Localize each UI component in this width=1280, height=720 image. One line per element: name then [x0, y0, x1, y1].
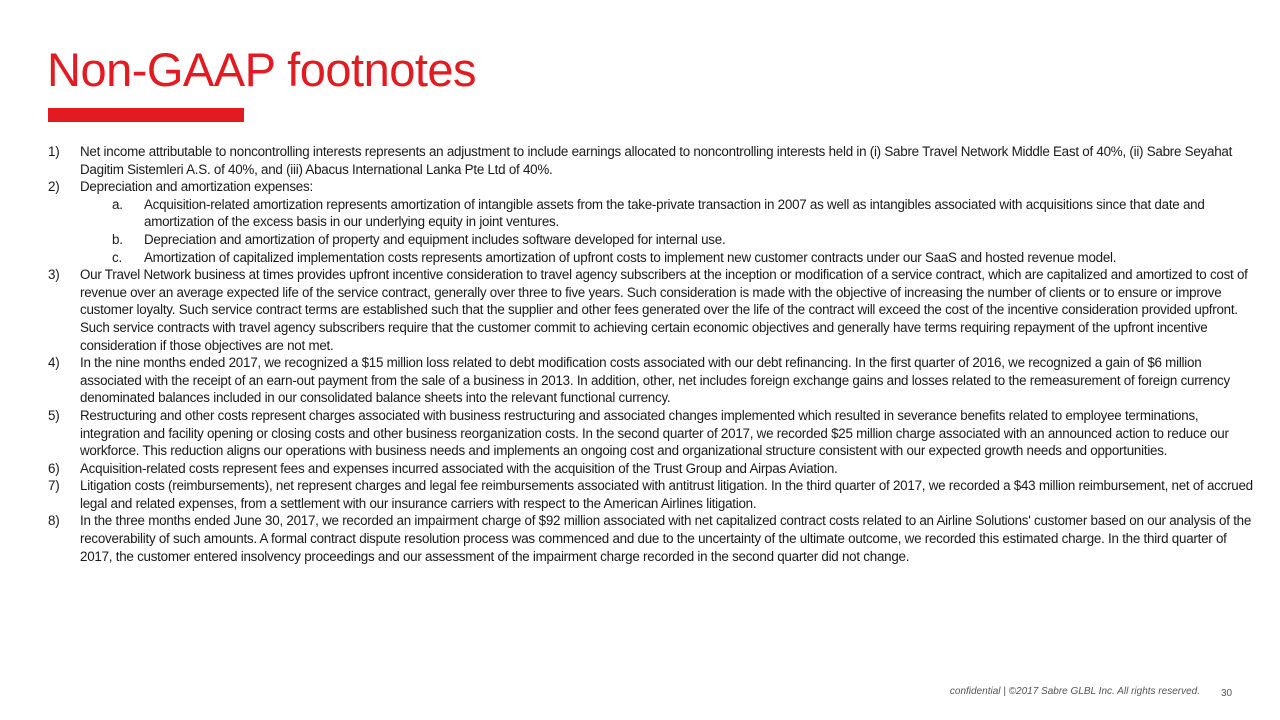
sub-footnote-text: Depreciation and amortization of property and equipment includes software developed for internal use.	[144, 231, 726, 247]
footnote-number: 3)	[48, 267, 60, 283]
footnote-number: 2)	[48, 179, 60, 195]
footnote-7	[48, 477, 1254, 512]
footnote-8	[48, 512, 1254, 565]
footnote-5	[48, 407, 1254, 460]
footnotes-list	[48, 143, 1254, 565]
footnote-2a	[48, 196, 1254, 231]
footnote-2b	[48, 231, 1254, 249]
footnote-number: 8)	[48, 513, 60, 529]
footnote-2	[48, 178, 1254, 196]
footnote-text: Depreciation and amortization expenses:	[80, 179, 313, 195]
footnote-text: Our Travel Network business at times provides upfront incentive consideration to travel agency subscribers at the inception or modification of a service contract, which are capitalized and amortized to cost of revenue over an average expected life of the service contract, generally over three to five years. Such consideration is made with the objective of increasing the number of clients or to ensure or improve customer loyalty. Such service contract terms are established such that the supplier and other fees generated over the life of the contract will exceed the cost of the incentive consideration provided upfront. Such service contracts with travel agency subscribers require that the customer commit to achieving certain economic objectives and generally have terms requiring repayment of the upfront incentive consideration if those objectives are not met.	[80, 267, 1248, 353]
slide-title: Non-GAAP footnotes	[47, 43, 477, 96]
footnote-text: Restructuring and other costs represent charges associated with business restructuring and associated changes implemented which resulted in severance benefits related to employee terminations, integration and facility opening or closing costs and other business reorganization costs. In the second quarter of 2017, we recorded $25 million charge associated with an announced action to reduce our workforce. This reduction aligns our operations with business needs and implements an ongoing cost and organizational structure consistent with our expected growth needs and opportunities.	[80, 407, 1229, 459]
sub-footnote-text: Acquisition-related amortization represents amortization of intangible assets from the take-private transaction in 2007 as well as intangibles associated with acquisitions since that date and amortization of the excess basis in our underlying equity in joint ventures.	[144, 196, 1205, 230]
sub-footnote-text: Amortization of capitalized implementation costs represents amortization of upfront costs to implement new customer contracts under our SaaS and hosted revenue model.	[144, 249, 1117, 265]
sub-footnote-letter: c.	[112, 249, 122, 265]
footnote-1	[48, 143, 1254, 178]
footnote-3	[48, 266, 1254, 354]
footnote-6	[48, 460, 1254, 478]
footnote-text: Net income attributable to noncontrolling interests represents an adjustment to include earnings allocated to noncontrolling interests held in (i) Sabre Travel Network Middle East of 40%, (ii) Sabre Seyahat Dagitim Sistemleri A.S. of 40%, and (iii) Abacus International Lanka Pte Ltd of 40%.	[80, 144, 1233, 177]
title-accent-bar	[48, 108, 244, 122]
footnote-number: 1)	[48, 144, 60, 159]
footnote-2c	[48, 249, 1254, 267]
footnote-text: In the nine months ended 2017, we recognized a $15 million loss related to debt modification costs associated with our debt refinancing. In the first quarter of 2016, we recognized a gain of $6 million associated with the receipt of an earn-out payment from the sale of a business in 2013. In addition, other, net includes foreign exchange gains and losses related to the remeasurement of foreign currency denominated balances included in our consolidated balance sheets into the relevant functional currency.	[80, 355, 1230, 406]
page-number: 30	[1221, 688, 1233, 699]
footnote-number: 5)	[48, 407, 60, 423]
confidential-footer: confidential | ©2017 Sabre GLBL Inc. All rights reserved.	[949, 686, 1200, 697]
sub-footnote-letter: a.	[112, 196, 123, 212]
footnote-number: 7)	[48, 478, 60, 494]
sub-footnote-letter: b.	[112, 231, 123, 247]
footnote-text: Litigation costs (reimbursements), net represent charges and legal fee reimbursements associated with antitrust litigation. In the third quarter of 2017, we recorded a $43 million reimbursement, net of accrued legal and related expenses, from a settlement with our insurance carriers with respect to the American Airlines litigation.	[80, 478, 1253, 511]
footnote-4	[48, 354, 1254, 407]
footnote-number: 4)	[48, 355, 60, 371]
footnote-text: In the three months ended June 30, 2017, we recorded an impairment charge of $92 million associated with net capitalized contract costs related to an Airline Solutions' customer based on our analysis of the recoverability of such amounts. A formal contract dispute resolution process was commenced and due to the uncertainty of the ultimate outcome, we recorded this estimated charge. In the third quarter of 2017, the customer entered insolvency proceedings and our assessment of the impairment charge recorded in the second quarter did not change.	[80, 513, 1252, 564]
footnote-text: Acquisition-related costs represent fees and expenses incurred associated with the acquisition of the Trust Group and Airpas Aviation.	[80, 460, 838, 476]
footnote-number: 6)	[48, 460, 60, 476]
